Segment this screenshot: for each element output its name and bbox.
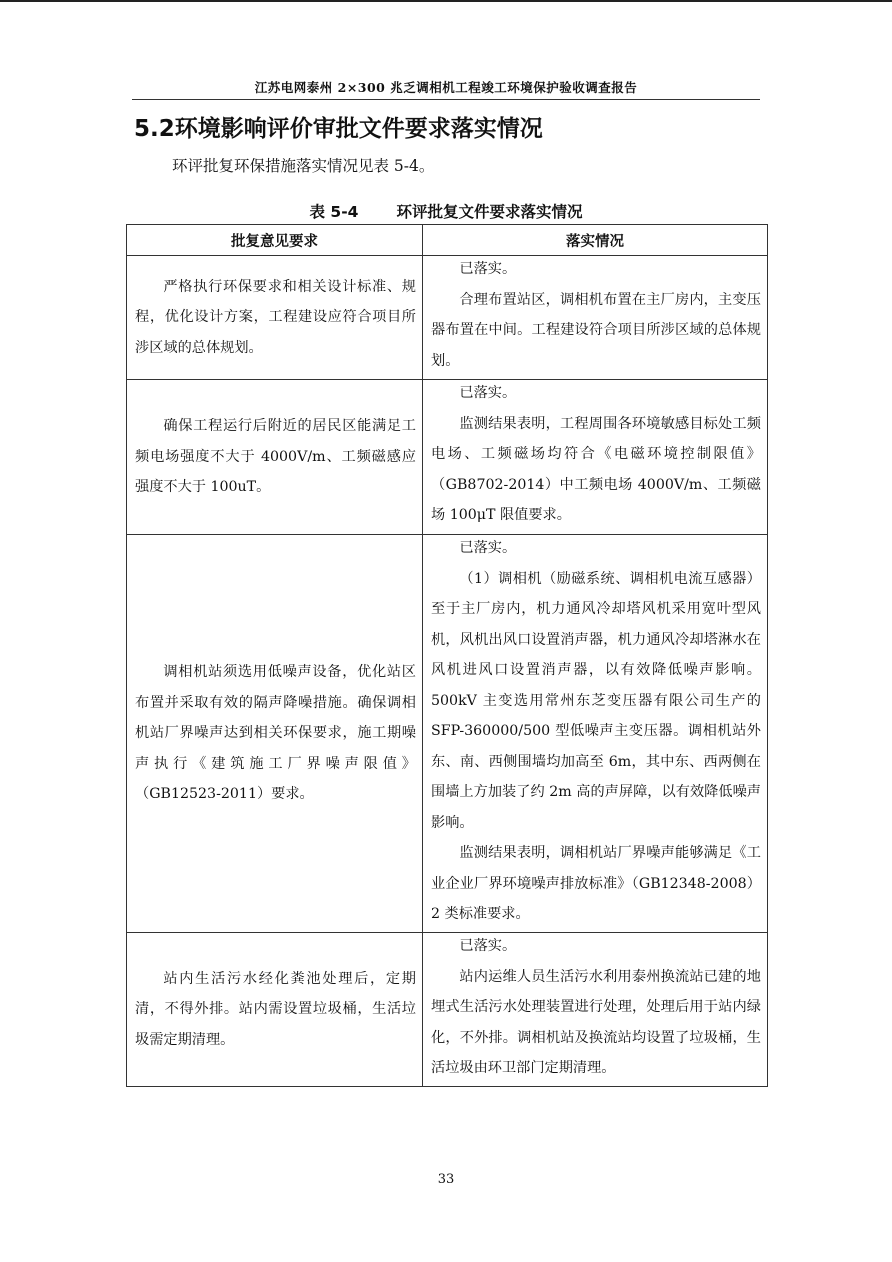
implementation-text: 监测结果表明，工程周围各环境敏感目标处工频电场、工频磁场均符合《电磁环境控制限值》（GB8702-2014）中工频电场 4000V/m、工频磁场 100μT 限值要求。 xyxy=(431,415,761,523)
table-caption xyxy=(126,200,766,222)
table-row xyxy=(127,933,768,1087)
section-title: 5.2环境影响评价审批文件要求落实情况 xyxy=(134,116,543,142)
requirement-text: 确保工程运行后附近的居民区能满足工频电场强度不大于 4000V/m、工频磁感应强度不大于 100uT。 xyxy=(135,418,416,496)
header-divider xyxy=(132,99,760,100)
header-cell-implementation: 落实情况 xyxy=(423,225,768,256)
requirement-cell xyxy=(127,256,423,380)
implementation-status: 已落实。 xyxy=(459,261,517,277)
table-row xyxy=(127,535,768,933)
top-border-line xyxy=(0,0,892,2)
intro-paragraph: 环评批复环保措施落实情况见表 5-4。 xyxy=(172,157,435,175)
implementation-text: 合理布置站区，调相机布置在主厂房内，主变压器布置在中间。工程建设符合项目所涉区域的总体规划。 xyxy=(431,291,761,369)
page-number: 33 xyxy=(437,1172,455,1187)
table-caption-number: 表 5-4 xyxy=(309,203,359,221)
header-cell-requirement: 批复意见要求 xyxy=(127,225,423,256)
requirements-table xyxy=(126,224,768,1087)
table-caption-title: 环评批复文件要求落实情况 xyxy=(396,203,583,221)
requirement-cell xyxy=(127,933,423,1087)
implementation-status: 已落实。 xyxy=(459,385,517,401)
implementation-cell xyxy=(423,256,768,380)
implementation-cell xyxy=(423,380,768,535)
implementation-text: 监测结果表明，调相机站厂界噪声能够满足《工业企业厂界环境噪声排放标准》（GB12348-2008）2 类标准要求。 xyxy=(431,845,761,922)
implementation-status: 已落实。 xyxy=(459,938,517,954)
requirement-cell xyxy=(127,535,423,933)
implementation-status: 已落实。 xyxy=(459,540,517,556)
requirement-text: 严格执行环保要求和相关设计标准、规程，优化设计方案，工程建设应符合项目所涉区域的总体规划。 xyxy=(135,278,416,356)
table-row xyxy=(127,256,768,380)
implementation-text: 站内运维人员生活污水利用泰州换流站已建的地埋式生活污水处理装置进行处理，处理后用于站内绿化，不外排。调相机站及换流站均设置了垃圾桶，生活垃圾由环卫部门定期清理。 xyxy=(431,968,761,1076)
table-header-row xyxy=(127,225,768,256)
table-row xyxy=(127,380,768,535)
implementation-text: （1）调相机（励磁系统、调相机电流互感器）至于主厂房内，机力通风冷却塔风机采用宽叶型风机，风机出风口设置消声器，机力通风冷却塔淋水在风机进风口设置消声器，以有效降低噪声影响。500kV 主变选用常州东芝变压器有限公司生产的 SFP-360000/500 型低噪声主变压器。调相机站外东、南、西侧围墙均加高至 6m，其中东、西两侧在围墙上方加装了约 2m 高的声屏障，以有效降低噪声影响。 xyxy=(431,570,761,831)
requirement-text: 调相机站须选用低噪声设备，优化站区布置并采取有效的隔声降噪措施。确保调相机站厂界噪声达到相关环保要求，施工期噪声执行《建筑施工厂界噪声限值》（GB12523-2011）要求。 xyxy=(135,664,416,803)
implementation-cell xyxy=(423,933,768,1087)
running-header: 江苏电网泰州 2×300 兆乏调相机工程竣工环境保护验收调查报告 xyxy=(254,80,638,95)
implementation-cell xyxy=(423,535,768,933)
requirement-text: 站内生活污水经化粪池处理后，定期清，不得外排。站内需设置垃圾桶，生活垃圾需定期清理。 xyxy=(135,970,416,1048)
requirement-cell xyxy=(127,380,423,535)
